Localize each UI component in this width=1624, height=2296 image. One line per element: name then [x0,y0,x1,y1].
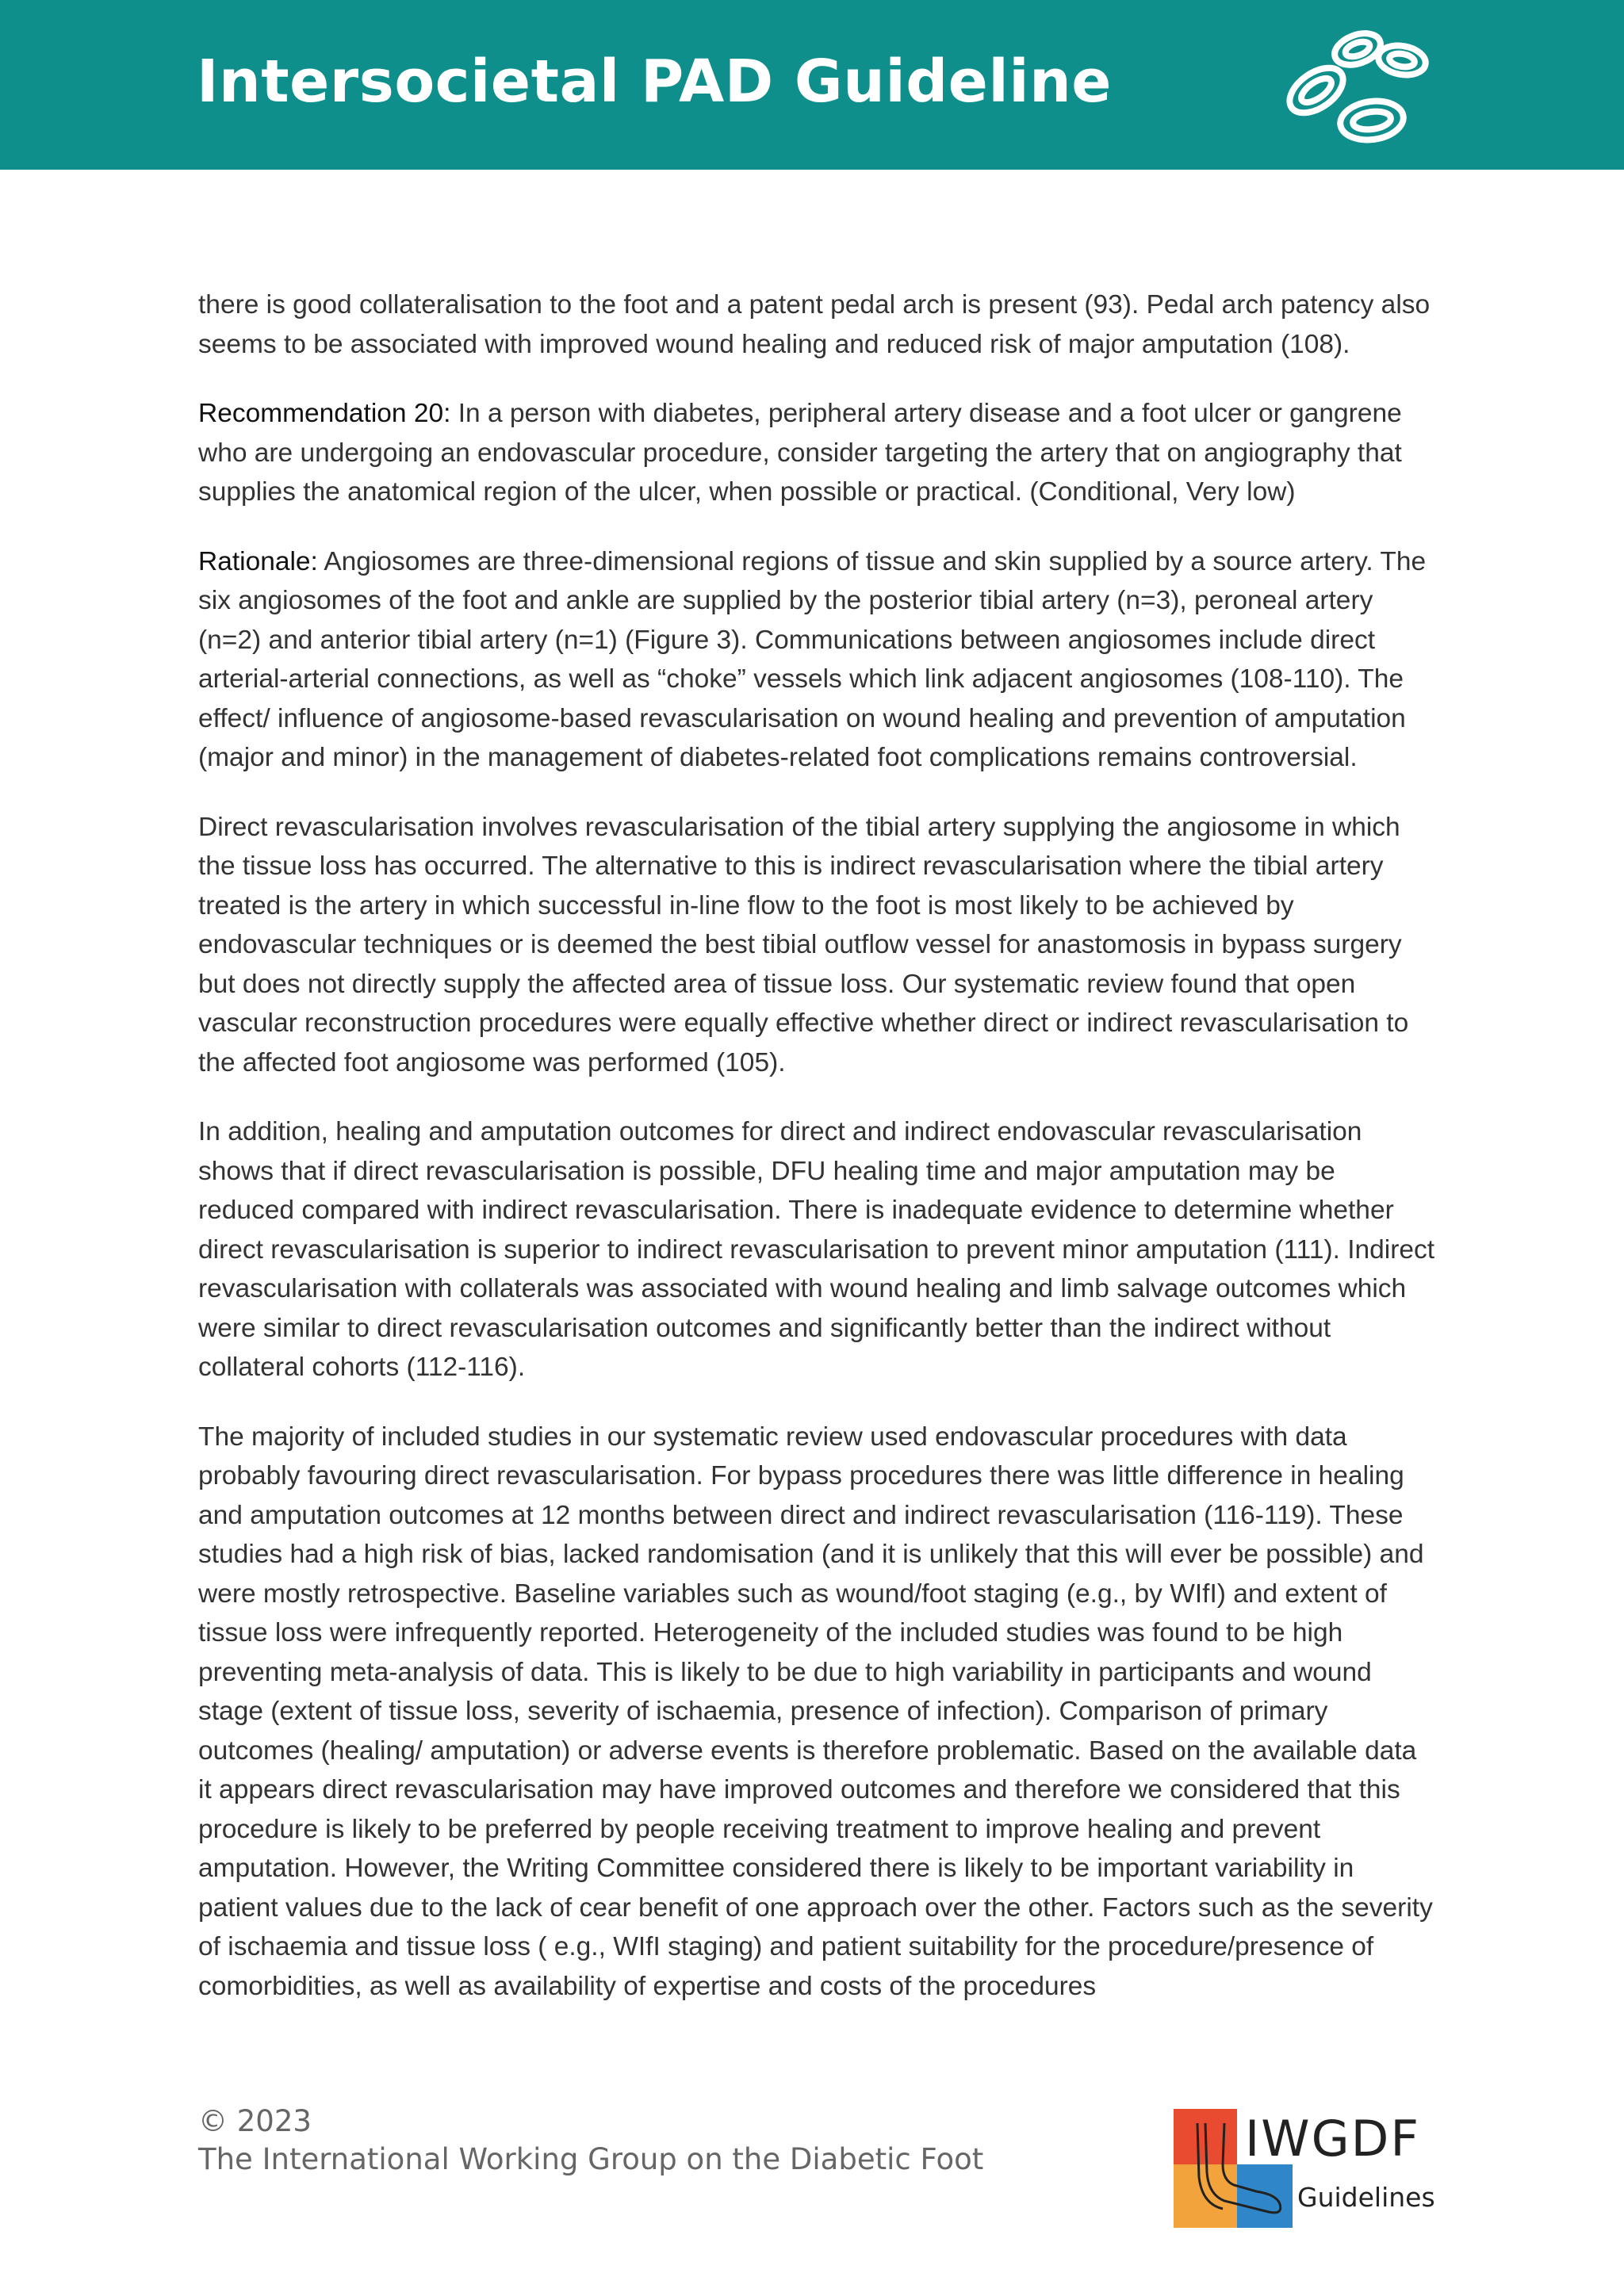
body-paragraph [198,808,1435,1083]
copyright-notice: © 2023 [198,2104,312,2138]
paragraph-text: there is good collateralisation to the foot and a patent pedal arch is present (93). Pedal arch patency also seems to be associated with improved wound healing and reduced risk of major amputation (108). [198,290,1431,359]
rationale-paragraph [198,542,1435,778]
logo-subtitle: Guidelines [1297,2182,1435,2213]
paragraph-text: In addition, healing and amputation outcomes for direct and indirect endovascular revascularisation shows that if direct revascularisation is possible, DFU healing time and major amputation may be reduced compared with indirect revascularisation. There is inadequate evidence to determine whether direct revascularisation is superior to indirect revascularisation to prevent minor amputation (111). Indirect revascularisation with collaterals was associated with wound healing and limb salvage outcomes which were similar to direct revascularisation outcomes and significantly better than the indirect without collateral cohorts (112-116). [198,1117,1435,1382]
organization-name: The International Working Group on the Diabetic Foot [198,2142,984,2176]
logo-name: IWGDF [1245,2110,1421,2168]
body-paragraph [198,1418,1435,2007]
recommendation-text: In a person with diabetes, peripheral artery disease and a foot ulcer or gangrene who are undergoing an endovascular procedure, consider targeting the artery that on angiography that supplies the anatomical region of the ulcer, when possible or practical. (Conditional, Very low) [198,399,1402,507]
rationale-text: Angiosomes are three-dimensional regions of tissue and skin supplied by a source artery. The six angiosomes of the foot and ankle are supplied by the posterior tibial artery (n=3), peroneal artery (n=2) and anterior tibial artery (n=1) (Figure 3). Communications between angiosomes include direct arterial-arterial connections, as well as “choke” vessels which link adjacent angiosomes (108-110). The effect/ influence of angiosome-based revascularisation on wound healing and prevention of amputation (major and minor) in the management of diabetes-related foot complications remains controversial. [198,546,1427,772]
recommendation-label: Recommendation 20: [198,399,451,428]
red-blood-cells-icon [1269,19,1435,154]
body-paragraph [198,1112,1435,1387]
body-paragraph [198,285,1435,364]
paragraph-text: Direct revascularisation involves revascularisation of the tibial artery supplying the angiosome in which the tissue loss has occurred. The alternative to this is indirect revascularisation where the tibial artery treated is the artery in which successful in-line flow to the foot is most likely to be achieved by endovascular techniques or is deemed the best tibial outflow vessel for anastomosis in bypass surgery but does not directly supply the affected area of tissue loss. Our systematic review found that open vascular reconstruction procedures were equally effective whether direct or indirect revascularisation to the affected foot angiosome was performed (105). [198,812,1409,1077]
header-banner [0,0,1624,170]
footer-credits [198,2103,983,2179]
article-body [198,285,1435,2036]
paragraph-text: The majority of included studies in our systematic review used endovascular procedures with data probably favouring direct revascularisation. For bypass procedures there was little difference in healing and amputation outcomes at 12 months between direct and indirect revascularisation (116-119). These studies had a high risk of bias, lacked randomisation (and it is unlikely that this will ever be possible) and were mostly retrospective. Baseline variables such as wound/foot staging (e.g., by WIfI) and extent of tissue loss were infrequently reported. Heterogeneity of the included studies was found to be high preventing meta-analysis of data. This is likely to be due to high variability in participants and wound stage (extent of tissue loss, severity of ischaemia, presence of infection). Comparison of primary outcomes (healing/ amputation) or adverse events is therefore problematic. Based on the available data it appears direct revascularisation may have improved outcomes and therefore we considered that this procedure is likely to be preferred by people receiving treatment to improve healing and prevent amputation. However, the Writing Committee considered there is likely to be important variability in patient values due to the lack of cear benefit of one approach over the other. Factors such as the severity of ischaemia and tissue loss ( e.g., WIfI staging) and patient suitability for the procedure/presence of comorbidities, as well as availability of expertise and costs of the procedures [198,1422,1433,2001]
rationale-label: Rationale: [198,546,318,576]
iwgdf-logo [1174,2109,1435,2228]
recommendation-paragraph [198,394,1435,512]
page-title: Intersocietal PAD Guideline [197,48,1112,116]
